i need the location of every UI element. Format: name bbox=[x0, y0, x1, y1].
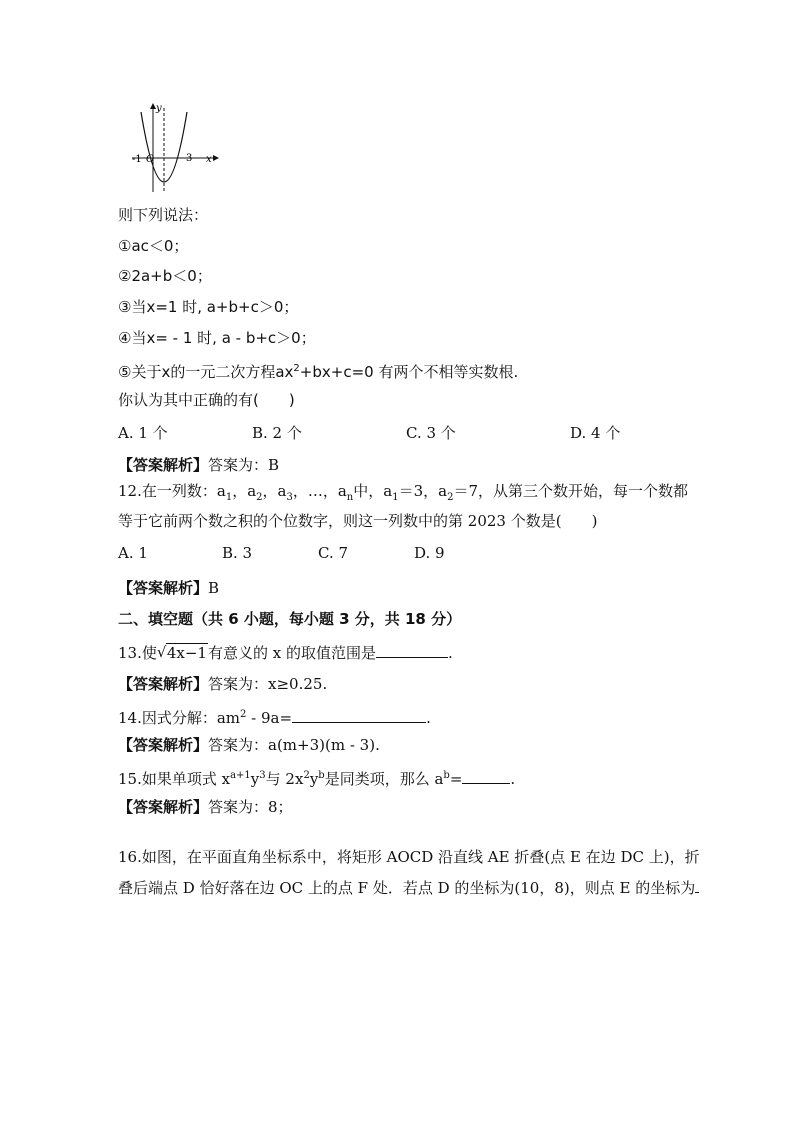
q16-line-2-text: 叠后端点 D 恰好落在边 OC 上的点 F 处．若点 D 的坐标为(10，8)，则点 E 的坐标为 bbox=[118, 879, 696, 897]
q11-question: 你认为其中正确的有( ) bbox=[118, 391, 295, 409]
q15-sup-5: b bbox=[443, 770, 450, 781]
q14-answer-text: 答案为：a(m+3)(m - 3). bbox=[208, 736, 380, 754]
parabola-graph bbox=[118, 100, 228, 195]
q12-sub-4: 1 bbox=[392, 492, 399, 503]
q15-mid-1: y bbox=[250, 770, 260, 788]
q11-option-c: C. 3 个 bbox=[406, 424, 456, 442]
q13-pre: 13.使 bbox=[118, 644, 157, 662]
q11-answer bbox=[118, 455, 279, 475]
q15-answer bbox=[118, 797, 293, 817]
q12-option-c: C. 7 bbox=[318, 544, 349, 562]
q15-sup-3: 2 bbox=[303, 770, 310, 781]
q14-line bbox=[118, 705, 431, 728]
q12-option-a: A. 1 bbox=[118, 544, 148, 562]
q13-radicand: 4x−1 bbox=[166, 644, 207, 662]
q11-statement-1: ①ac＜0； bbox=[118, 237, 189, 255]
q13-line bbox=[118, 642, 453, 663]
q11-statement-2: ②2a+b＜0； bbox=[118, 267, 212, 285]
q15-answer-tag: 【答案解析】 bbox=[118, 798, 209, 816]
q12-text-b: ，a bbox=[232, 482, 257, 500]
q15-answer-text: 答案为：8； bbox=[208, 798, 293, 816]
q11-statement-4: ④当x= - 1 时, a - b+c＞0； bbox=[118, 329, 316, 347]
q13-answer-text: 答案为：x≥0.25. bbox=[208, 675, 328, 693]
y-label: y bbox=[156, 103, 162, 114]
three-label: 3 bbox=[186, 153, 193, 164]
q14-end: . bbox=[426, 709, 431, 727]
q11-s5-post: +bx+c=0 有两个不相等实数根. bbox=[299, 363, 519, 381]
q15-answer-blank[interactable] bbox=[462, 768, 510, 784]
q11-statement-5 bbox=[118, 359, 518, 382]
q14-answer-blank[interactable] bbox=[292, 707, 426, 723]
parabola-curve bbox=[141, 112, 187, 182]
q14-mid: - 9a= bbox=[246, 709, 293, 727]
q16-line-2 bbox=[118, 877, 699, 898]
q12-sub-5: 2 bbox=[447, 492, 454, 503]
q14-pre: 14.因式分解：am bbox=[118, 709, 241, 727]
q15-mid-3: y bbox=[309, 770, 319, 788]
q14-answer-tag: 【答案解析】 bbox=[118, 736, 209, 754]
q12-option-d: D. 9 bbox=[414, 544, 445, 562]
q15-sup-1: a+1 bbox=[230, 770, 251, 781]
q16-answer-blank[interactable] bbox=[695, 877, 699, 893]
q11-option-d: D. 4 个 bbox=[570, 424, 621, 442]
q13-end: . bbox=[447, 644, 453, 662]
q15-end: . bbox=[510, 770, 516, 788]
q11-option-a: A. 1 个 bbox=[118, 424, 168, 442]
q12-sub-2: 2 bbox=[256, 492, 263, 503]
q15-line bbox=[118, 766, 515, 789]
q12-sub-n: n bbox=[346, 492, 354, 503]
q12-text-f: ＝3，a bbox=[398, 482, 448, 500]
q12-answer bbox=[118, 578, 219, 598]
q12-line-1 bbox=[118, 481, 688, 508]
q12-line-2: 等于它前两个数之积的个位数字，则这一列数中的第 2023 个数是( ) bbox=[118, 512, 598, 530]
q12-answer-text: B bbox=[208, 579, 220, 597]
q15-sup-2: 3 bbox=[259, 770, 266, 781]
q11-answer-text: 答案为：B bbox=[208, 456, 280, 474]
q11-s5-sup: 2 bbox=[293, 363, 300, 374]
q16-line-1: 16.如图，在平面直角坐标系中，将矩形 AOCD 沿直线 AE 折叠(点 E 在边 DC 上)，折 bbox=[118, 848, 700, 866]
q11-option-b: B. 2 个 bbox=[252, 424, 302, 442]
q13-answer bbox=[118, 674, 327, 694]
q12-text-a: 12.在一列数：a bbox=[118, 482, 226, 500]
origin-label: O bbox=[146, 154, 155, 165]
q12-sub-3: 3 bbox=[286, 492, 293, 503]
q12-text-e: 中，a bbox=[353, 482, 393, 500]
neg-one-label: -1 bbox=[132, 154, 142, 165]
section-2-title: 二、填空题（共 6 小题，每小题 3 分，共 18 分） bbox=[118, 610, 462, 628]
q13-answer-tag: 【答案解析】 bbox=[118, 675, 209, 693]
q12-option-b: B. 3 bbox=[222, 544, 253, 562]
q12-text-g: ＝7，从第三个数开始，每一个数都 bbox=[453, 482, 688, 500]
q15-pre: 15.如果单项式 x bbox=[118, 770, 231, 788]
q15-mid-5: = bbox=[449, 770, 463, 788]
q11-intro: 则下列说法： bbox=[118, 206, 209, 224]
q14-answer bbox=[118, 735, 380, 755]
q15-mid-4: 是同类项，那么 a bbox=[324, 770, 444, 788]
q13-post: 有意义的 x 的取值范围是 bbox=[207, 644, 376, 662]
q12-text-d: ，…，a bbox=[292, 482, 347, 500]
q15-mid-2: 与 2x bbox=[265, 770, 304, 788]
q12-sub-1: 1 bbox=[225, 492, 233, 503]
q15-sup-4: b bbox=[318, 770, 325, 781]
radical-sign: √ bbox=[156, 643, 167, 661]
q12-answer-tag: 【答案解析】 bbox=[118, 579, 209, 597]
q13-answer-blank[interactable] bbox=[376, 642, 448, 658]
q14-sup: 2 bbox=[240, 709, 247, 720]
q12-text-c: ，a bbox=[262, 482, 287, 500]
q11-s5-pre: ⑤关于x的一元二次方程ax bbox=[118, 363, 294, 381]
sqrt-expression bbox=[157, 643, 208, 663]
q11-answer-tag: 【答案解析】 bbox=[118, 456, 209, 474]
x-label: x bbox=[206, 154, 212, 165]
q11-statement-3: ③当x=1 时, a+b+c＞0； bbox=[118, 298, 299, 316]
